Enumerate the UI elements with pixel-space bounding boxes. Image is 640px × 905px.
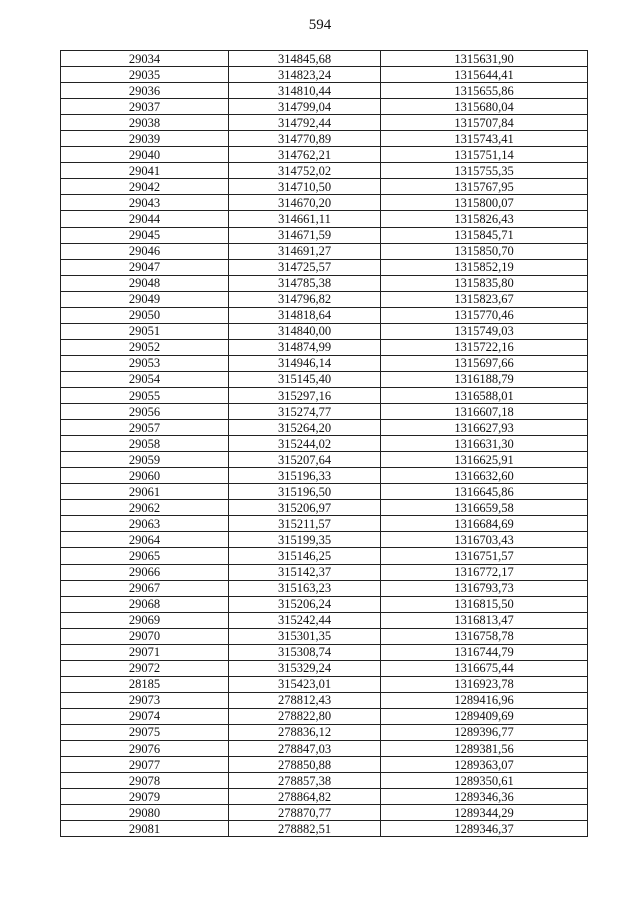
y-coordinate-cell: 1315835,80 [381, 275, 588, 291]
x-coordinate-cell: 315274,77 [229, 404, 381, 420]
x-coordinate-cell: 315142,37 [229, 564, 381, 580]
x-coordinate-cell: 314670,20 [229, 195, 381, 211]
table-row [61, 243, 588, 259]
y-coordinate-cell: 1316751,57 [381, 548, 588, 564]
point-id-cell: 29039 [61, 131, 229, 147]
x-coordinate-cell: 315242,44 [229, 612, 381, 628]
point-id-cell: 29055 [61, 387, 229, 403]
point-id-cell: 29038 [61, 115, 229, 131]
y-coordinate-cell: 1316684,69 [381, 516, 588, 532]
x-coordinate-cell: 314661,11 [229, 211, 381, 227]
x-coordinate-cell: 314946,14 [229, 355, 381, 371]
point-id-cell: 29057 [61, 420, 229, 436]
table-row [61, 307, 588, 323]
point-id-cell: 29063 [61, 516, 229, 532]
table-row [61, 628, 588, 644]
table-row [61, 436, 588, 452]
y-coordinate-cell: 1315631,90 [381, 51, 588, 67]
x-coordinate-cell: 314874,99 [229, 339, 381, 355]
point-id-cell: 29074 [61, 708, 229, 724]
point-id-cell: 29066 [61, 564, 229, 580]
x-coordinate-cell: 315199,35 [229, 532, 381, 548]
table-row [61, 757, 588, 773]
y-coordinate-cell: 1315767,95 [381, 179, 588, 195]
table-row [61, 580, 588, 596]
y-coordinate-cell: 1289346,36 [381, 789, 588, 805]
table-row [61, 355, 588, 371]
point-id-cell: 29059 [61, 452, 229, 468]
point-id-cell: 29053 [61, 355, 229, 371]
y-coordinate-cell: 1316703,43 [381, 532, 588, 548]
x-coordinate-cell: 278836,12 [229, 724, 381, 740]
y-coordinate-cell: 1316625,91 [381, 452, 588, 468]
y-coordinate-cell: 1315850,70 [381, 243, 588, 259]
table-row [61, 773, 588, 789]
y-coordinate-cell: 1289416,96 [381, 692, 588, 708]
y-coordinate-cell: 1315743,41 [381, 131, 588, 147]
x-coordinate-cell: 315163,23 [229, 580, 381, 596]
point-id-cell: 29071 [61, 644, 229, 660]
x-coordinate-cell: 315206,97 [229, 500, 381, 516]
table-row [61, 211, 588, 227]
coordinates-table-body [61, 51, 588, 837]
y-coordinate-cell: 1316588,01 [381, 387, 588, 403]
x-coordinate-cell: 314840,00 [229, 323, 381, 339]
y-coordinate-cell: 1316815,50 [381, 596, 588, 612]
table-row [61, 532, 588, 548]
y-coordinate-cell: 1316793,73 [381, 580, 588, 596]
x-coordinate-cell: 315329,24 [229, 660, 381, 676]
y-coordinate-cell: 1316758,78 [381, 628, 588, 644]
y-coordinate-cell: 1315722,16 [381, 339, 588, 355]
x-coordinate-cell: 278870,77 [229, 805, 381, 821]
point-id-cell: 29069 [61, 612, 229, 628]
x-coordinate-cell: 314762,21 [229, 147, 381, 163]
point-id-cell: 29037 [61, 99, 229, 115]
y-coordinate-cell: 1315751,14 [381, 147, 588, 163]
point-id-cell: 29081 [61, 821, 229, 837]
x-coordinate-cell: 314799,04 [229, 99, 381, 115]
table-row [61, 484, 588, 500]
x-coordinate-cell: 314810,44 [229, 83, 381, 99]
table-row [61, 676, 588, 692]
point-id-cell: 29047 [61, 259, 229, 275]
table-row [61, 692, 588, 708]
x-coordinate-cell: 315206,24 [229, 596, 381, 612]
x-coordinate-cell: 278822,80 [229, 708, 381, 724]
table-row [61, 179, 588, 195]
point-id-cell: 29044 [61, 211, 229, 227]
table-row [61, 387, 588, 403]
y-coordinate-cell: 1316772,17 [381, 564, 588, 580]
point-id-cell: 29050 [61, 307, 229, 323]
y-coordinate-cell: 1315680,04 [381, 99, 588, 115]
table-row [61, 67, 588, 83]
table-row [61, 741, 588, 757]
x-coordinate-cell: 315308,74 [229, 644, 381, 660]
x-coordinate-cell: 315297,16 [229, 387, 381, 403]
x-coordinate-cell: 278847,03 [229, 741, 381, 757]
y-coordinate-cell: 1315655,86 [381, 83, 588, 99]
table-row [61, 371, 588, 387]
x-coordinate-cell: 315264,20 [229, 420, 381, 436]
point-id-cell: 29048 [61, 275, 229, 291]
point-id-cell: 29072 [61, 660, 229, 676]
table-row [61, 99, 588, 115]
y-coordinate-cell: 1315826,43 [381, 211, 588, 227]
table-row [61, 564, 588, 580]
y-coordinate-cell: 1315755,35 [381, 163, 588, 179]
point-id-cell: 29049 [61, 291, 229, 307]
point-id-cell: 29070 [61, 628, 229, 644]
x-coordinate-cell: 315244,02 [229, 436, 381, 452]
point-id-cell: 29078 [61, 773, 229, 789]
table-row [61, 452, 588, 468]
x-coordinate-cell: 315146,25 [229, 548, 381, 564]
x-coordinate-cell: 314785,38 [229, 275, 381, 291]
y-coordinate-cell: 1315800,07 [381, 195, 588, 211]
y-coordinate-cell: 1316632,60 [381, 468, 588, 484]
point-id-cell: 29077 [61, 757, 229, 773]
x-coordinate-cell: 315196,50 [229, 484, 381, 500]
table-row [61, 420, 588, 436]
x-coordinate-cell: 315196,33 [229, 468, 381, 484]
table-row [61, 227, 588, 243]
point-id-cell: 29080 [61, 805, 229, 821]
x-coordinate-cell: 314770,89 [229, 131, 381, 147]
y-coordinate-cell: 1316627,93 [381, 420, 588, 436]
y-coordinate-cell: 1316813,47 [381, 612, 588, 628]
y-coordinate-cell: 1289363,07 [381, 757, 588, 773]
y-coordinate-cell: 1289409,69 [381, 708, 588, 724]
point-id-cell: 29041 [61, 163, 229, 179]
x-coordinate-cell: 314823,24 [229, 67, 381, 83]
table-row [61, 644, 588, 660]
y-coordinate-cell: 1316744,79 [381, 644, 588, 660]
y-coordinate-cell: 1315707,84 [381, 115, 588, 131]
x-coordinate-cell: 278864,82 [229, 789, 381, 805]
x-coordinate-cell: 314710,50 [229, 179, 381, 195]
point-id-cell: 29073 [61, 692, 229, 708]
y-coordinate-cell: 1315852,19 [381, 259, 588, 275]
y-coordinate-cell: 1315845,71 [381, 227, 588, 243]
table-row [61, 131, 588, 147]
y-coordinate-cell: 1289344,29 [381, 805, 588, 821]
table-row [61, 275, 588, 291]
table-row [61, 339, 588, 355]
x-coordinate-cell: 314691,27 [229, 243, 381, 259]
y-coordinate-cell: 1316675,44 [381, 660, 588, 676]
table-row [61, 83, 588, 99]
x-coordinate-cell: 314845,68 [229, 51, 381, 67]
table-row [61, 596, 588, 612]
y-coordinate-cell: 1316923,78 [381, 676, 588, 692]
x-coordinate-cell: 314796,82 [229, 291, 381, 307]
y-coordinate-cell: 1315770,46 [381, 307, 588, 323]
point-id-cell: 29052 [61, 339, 229, 355]
table-row [61, 115, 588, 131]
x-coordinate-cell: 315301,35 [229, 628, 381, 644]
point-id-cell: 29036 [61, 83, 229, 99]
x-coordinate-cell: 315207,64 [229, 452, 381, 468]
x-coordinate-cell: 278812,43 [229, 692, 381, 708]
y-coordinate-cell: 1315644,41 [381, 67, 588, 83]
point-id-cell: 29075 [61, 724, 229, 740]
table-row [61, 323, 588, 339]
x-coordinate-cell: 278857,38 [229, 773, 381, 789]
table-row [61, 789, 588, 805]
point-id-cell: 29076 [61, 741, 229, 757]
x-coordinate-cell: 314752,02 [229, 163, 381, 179]
y-coordinate-cell: 1315749,03 [381, 323, 588, 339]
table-row [61, 404, 588, 420]
y-coordinate-cell: 1289381,56 [381, 741, 588, 757]
point-id-cell: 29060 [61, 468, 229, 484]
table-row [61, 612, 588, 628]
x-coordinate-cell: 314792,44 [229, 115, 381, 131]
point-id-cell: 29046 [61, 243, 229, 259]
y-coordinate-cell: 1289346,37 [381, 821, 588, 837]
coordinates-table [60, 50, 588, 837]
table-row [61, 516, 588, 532]
point-id-cell: 28185 [61, 676, 229, 692]
table-row [61, 468, 588, 484]
table-row [61, 291, 588, 307]
table-row [61, 500, 588, 516]
table-row [61, 259, 588, 275]
y-coordinate-cell: 1316607,18 [381, 404, 588, 420]
y-coordinate-cell: 1316645,86 [381, 484, 588, 500]
y-coordinate-cell: 1316659,58 [381, 500, 588, 516]
x-coordinate-cell: 278850,88 [229, 757, 381, 773]
table-row [61, 51, 588, 67]
x-coordinate-cell: 314725,57 [229, 259, 381, 275]
table-row [61, 724, 588, 740]
point-id-cell: 29035 [61, 67, 229, 83]
y-coordinate-cell: 1315823,67 [381, 291, 588, 307]
point-id-cell: 29054 [61, 371, 229, 387]
table-row [61, 805, 588, 821]
x-coordinate-cell: 315211,57 [229, 516, 381, 532]
table-row [61, 195, 588, 211]
x-coordinate-cell: 278882,51 [229, 821, 381, 837]
y-coordinate-cell: 1316631,30 [381, 436, 588, 452]
table-row [61, 548, 588, 564]
point-id-cell: 29065 [61, 548, 229, 564]
table-row [61, 147, 588, 163]
point-id-cell: 29064 [61, 532, 229, 548]
x-coordinate-cell: 315145,40 [229, 371, 381, 387]
point-id-cell: 29056 [61, 404, 229, 420]
x-coordinate-cell: 314818,64 [229, 307, 381, 323]
page-number: 594 [308, 17, 332, 33]
point-id-cell: 29034 [61, 51, 229, 67]
point-id-cell: 29068 [61, 596, 229, 612]
point-id-cell: 29042 [61, 179, 229, 195]
y-coordinate-cell: 1289350,61 [381, 773, 588, 789]
y-coordinate-cell: 1289396,77 [381, 724, 588, 740]
point-id-cell: 29061 [61, 484, 229, 500]
point-id-cell: 29058 [61, 436, 229, 452]
y-coordinate-cell: 1316188,79 [381, 371, 588, 387]
point-id-cell: 29040 [61, 147, 229, 163]
x-coordinate-cell: 315423,01 [229, 676, 381, 692]
table-row [61, 821, 588, 837]
table-row [61, 660, 588, 676]
point-id-cell: 29079 [61, 789, 229, 805]
point-id-cell: 29051 [61, 323, 229, 339]
x-coordinate-cell: 314671,59 [229, 227, 381, 243]
y-coordinate-cell: 1315697,66 [381, 355, 588, 371]
table-row [61, 163, 588, 179]
point-id-cell: 29062 [61, 500, 229, 516]
point-id-cell: 29043 [61, 195, 229, 211]
point-id-cell: 29067 [61, 580, 229, 596]
point-id-cell: 29045 [61, 227, 229, 243]
table-row [61, 708, 588, 724]
